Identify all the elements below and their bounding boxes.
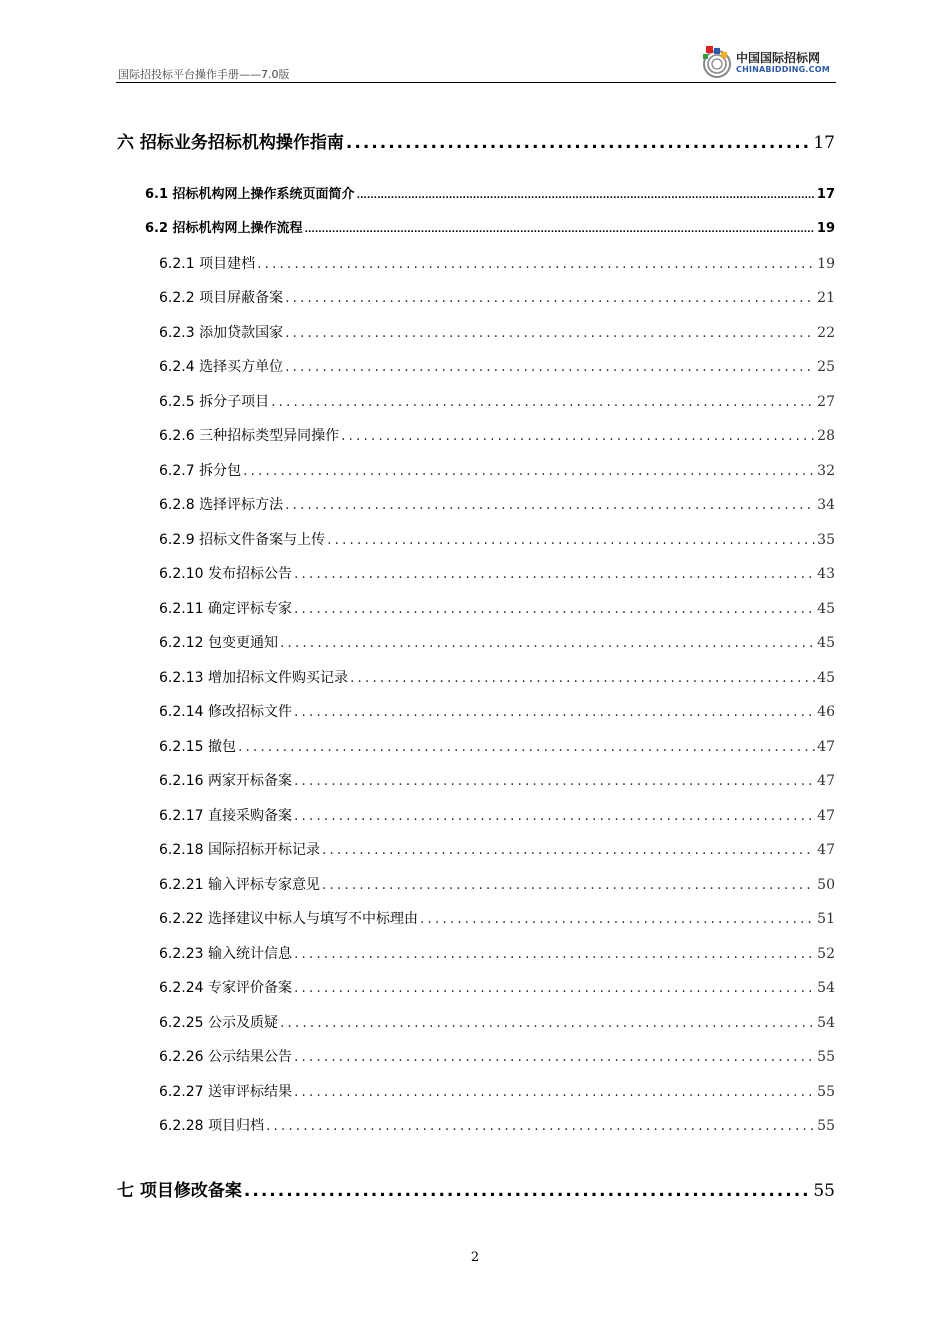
toc-entry[interactable] (159, 1115, 835, 1135)
toc-entry[interactable] (159, 598, 835, 618)
toc-entry-page: 47 (817, 842, 835, 858)
toc-entry-page: 19 (816, 221, 835, 236)
toc-entry-page: 50 (817, 877, 835, 893)
toc-entry-page: 43 (817, 566, 835, 582)
toc-entry-label: 6.2.6 三种招标类型异同操作 (159, 428, 340, 444)
toc-leader-dots (285, 497, 815, 513)
toc-entry-page: 32 (817, 463, 835, 479)
toc-entry-label: 6.2.15 撤包 (159, 739, 236, 755)
toc-entry-label: 6.2.11 确定评标专家 (159, 601, 292, 617)
toc-entry-page: 17 (813, 133, 835, 153)
toc-entry-label: 6.2.24 专家评价备案 (159, 980, 292, 996)
toc-entry-label: 六 招标业务招标机构操作指南 (117, 133, 344, 153)
toc-entry-page: 46 (817, 704, 835, 720)
toc-entry-page: 35 (817, 532, 835, 548)
toc-entry[interactable] (159, 1012, 835, 1032)
toc-entry[interactable] (159, 529, 835, 549)
toc-entry-page: 51 (817, 911, 835, 927)
toc-entry-label: 6.2.16 两家开标备案 (159, 773, 292, 789)
toc-entry-label: 七 项目修改备案 (117, 1181, 242, 1201)
toc-entry-page: 45 (817, 670, 835, 686)
toc-leader-dots (238, 739, 815, 755)
toc-entry[interactable] (159, 839, 835, 859)
toc-entry-page: 22 (817, 325, 835, 341)
toc-leader-dots (280, 1015, 815, 1031)
toc-entry-label: 6.2.25 公示及质疑 (159, 1015, 278, 1031)
toc-entry-page: 45 (817, 601, 835, 617)
toc-entry-label: 6.1 招标机构网上操作系统页面简介 (145, 187, 355, 202)
toc-entry-label: 6.2.3 添加贷款国家 (159, 325, 284, 341)
toc-entry-page: 27 (817, 394, 835, 410)
toc-leader-dots (271, 394, 815, 410)
toc-entry-page: 34 (817, 497, 835, 513)
toc-leader-dots (294, 1049, 815, 1065)
toc-leader-dots (257, 256, 815, 272)
toc-entry-page: 47 (817, 808, 835, 824)
toc-entry-page: 19 (817, 256, 835, 272)
toc-entry-label: 6.2.10 发布招标公告 (159, 566, 292, 582)
toc-leader-dots (294, 1084, 815, 1100)
toc-entry[interactable] (159, 425, 835, 445)
toc-entry-label: 6.2 招标机构网上操作流程 (145, 221, 303, 236)
header-divider (116, 82, 836, 83)
toc-leader-dots (294, 704, 815, 720)
toc-leader-dots (266, 1118, 815, 1134)
toc-entry-label: 6.2.14 修改招标文件 (159, 704, 292, 720)
toc-entry-label: 6.2.17 直接采购备案 (159, 808, 292, 824)
toc-entry-page: 55 (817, 1118, 835, 1134)
toc-entry-label: 6.2.8 选择评标方法 (159, 497, 284, 513)
toc-entry[interactable] (159, 632, 835, 652)
toc-entry-page: 52 (817, 946, 835, 962)
toc-leader-dots (280, 635, 815, 651)
toc-leader-dots (420, 911, 815, 927)
toc-entry-label: 6.2.12 包变更通知 (159, 635, 278, 651)
toc-entry[interactable] (117, 128, 835, 153)
page-number: 2 (470, 1250, 480, 1265)
toc-leader-dots (346, 133, 811, 153)
toc-entry[interactable] (159, 1081, 835, 1101)
toc-entry[interactable] (145, 183, 835, 202)
header-title: 国际招投标平台操作手册——7.0版 (118, 68, 290, 81)
toc-leader-dots (294, 601, 815, 617)
toc-leader-dots (285, 290, 815, 306)
toc-leader-dots (294, 946, 815, 962)
toc-entry[interactable] (159, 391, 835, 411)
toc-entry-label: 6.2.5 拆分子项目 (159, 394, 270, 410)
toc-entry-page: 45 (817, 635, 835, 651)
logo-english-text: CHINABIDDING.COM (736, 65, 830, 74)
toc-entry-label: 6.2.27 送审评标结果 (159, 1084, 292, 1100)
toc-entry-label: 6.2.18 国际招标开标记录 (159, 842, 320, 858)
toc-leader-dots (357, 191, 815, 201)
logo-icon (700, 44, 734, 78)
toc-leader-dots (294, 980, 815, 996)
toc-leader-dots (285, 359, 815, 375)
toc-entry[interactable] (159, 943, 835, 963)
toc-leader-dots (244, 1181, 811, 1201)
toc-leader-dots (305, 225, 815, 235)
toc-entry[interactable] (159, 874, 835, 894)
toc-entry[interactable] (145, 217, 835, 236)
toc-entry-label: 6.2.28 项目归档 (159, 1118, 264, 1134)
toc-entry[interactable] (159, 770, 835, 790)
toc-entry-label: 6.2.2 项目屏蔽备案 (159, 290, 284, 306)
toc-entry-label: 6.2.21 输入评标专家意见 (159, 877, 320, 893)
toc-entry-page: 25 (817, 359, 835, 375)
toc-entry-page: 55 (817, 1084, 835, 1100)
toc-entry[interactable] (159, 736, 835, 756)
toc-entry[interactable] (159, 1046, 835, 1066)
toc-entry[interactable] (159, 701, 835, 721)
toc-entry[interactable] (159, 494, 835, 514)
toc-entry-label: 6.2.4 选择买方单位 (159, 359, 284, 375)
toc-entry[interactable] (159, 977, 835, 997)
logo-chinese-text: 中国国际招标网 (736, 51, 821, 65)
toc-entry[interactable] (159, 356, 835, 376)
toc-entry-label: 6.2.7 拆分包 (159, 463, 242, 479)
toc-entry[interactable] (159, 460, 835, 480)
toc-leader-dots (294, 566, 815, 582)
toc-leader-dots (341, 428, 815, 444)
toc-entry-label: 6.2.9 招标文件备案与上传 (159, 532, 326, 548)
toc-leader-dots (327, 532, 815, 548)
toc-entry[interactable] (159, 563, 835, 583)
toc-entry[interactable] (159, 667, 835, 687)
toc-entry[interactable] (159, 253, 835, 273)
toc-entry-page: 21 (817, 290, 835, 306)
toc-entry-label: 6.2.23 输入统计信息 (159, 946, 292, 962)
toc-leader-dots (322, 877, 815, 893)
toc-entry-label: 6.2.13 增加招标文件购买记录 (159, 670, 348, 686)
toc-entry-label: 6.2.26 公示结果公告 (159, 1049, 292, 1065)
toc-entry-page: 17 (816, 187, 835, 202)
toc-entry-page: 28 (817, 428, 835, 444)
toc-entry[interactable] (117, 1176, 835, 1201)
toc-leader-dots (350, 670, 815, 686)
toc-entry[interactable] (159, 287, 835, 307)
toc-leader-dots (243, 463, 815, 479)
toc-entry-label: 6.2.22 选择建议中标人与填写不中标理由 (159, 911, 418, 927)
toc-entry-label: 6.2.1 项目建档 (159, 256, 256, 272)
toc-entry-page: 54 (817, 980, 835, 996)
toc-leader-dots (322, 842, 815, 858)
toc-entry[interactable] (159, 805, 835, 825)
toc-entry-page: 55 (817, 1049, 835, 1065)
toc-entry-page: 55 (813, 1181, 835, 1201)
toc-entry-page: 54 (817, 1015, 835, 1031)
toc-entry-page: 47 (817, 739, 835, 755)
toc-entry-page: 47 (817, 773, 835, 789)
toc-leader-dots (285, 325, 815, 341)
toc-entry[interactable] (159, 322, 835, 342)
toc-entry[interactable] (159, 908, 835, 928)
toc-leader-dots (294, 808, 815, 824)
logo (700, 44, 836, 80)
toc-leader-dots (294, 773, 815, 789)
